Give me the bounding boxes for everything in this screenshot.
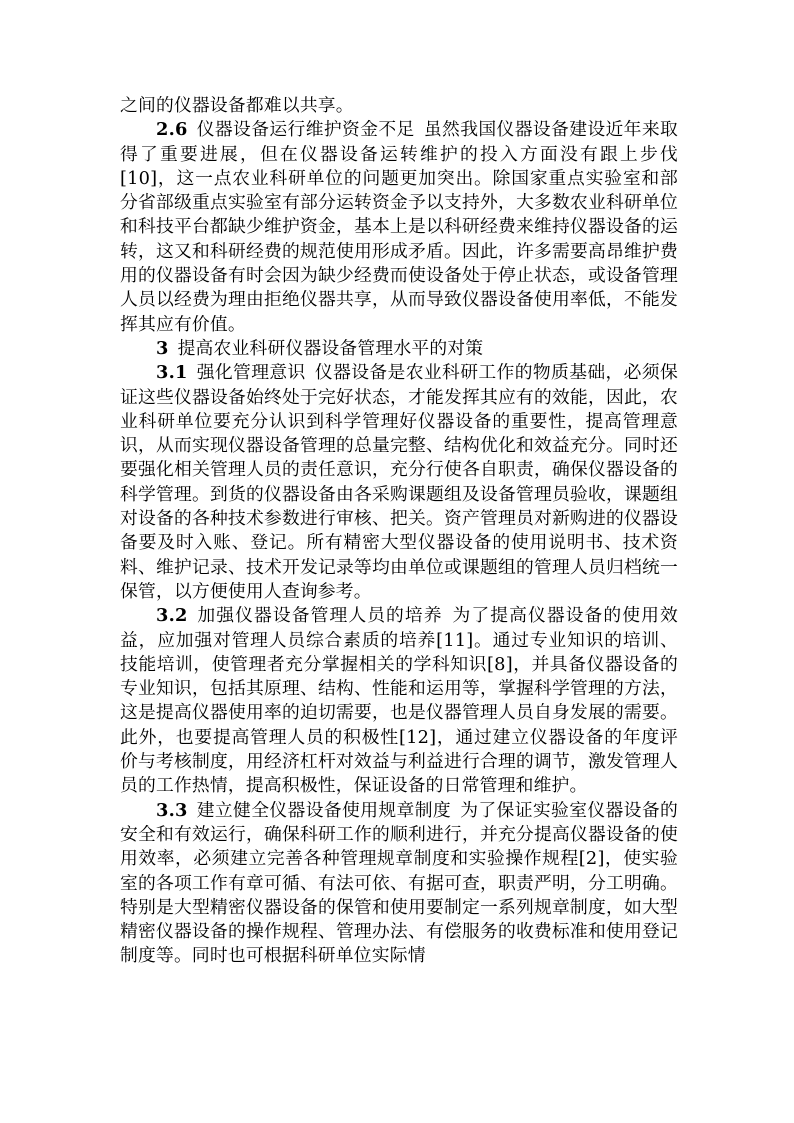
paragraph-text: 为了提高仪器设备的使用效益，应加强对管理人员综合素质的培养[11]。通过专业知识的培训、技能培训，使管理者充分掌握相关的学科知识[8]，并具备仪器设备的专业知识，包括其原理、结构、性能和运用等，掌握科学管理的方法，这是提高仪器使用率的迫切需要，也是仪器管理人员自身发展的需要。此外，也要提高管理人员的积极性[12]，通过建立仪器设备的年度评价与考核制度，用经济杠杆对效益与利益进行合理的调节，激发管理人员的工作热情，提高积极性，保证设备的日常管理和维护。: [120, 605, 678, 797]
paragraph-text: 虽然我国仪器设备建设近年来取得了重要进展，但在仪器设备运转维护的投入方面没有跟上步伐[10]，这一点农业科研单位的问题更加突出。除国家重点实验室和部分省部级重点实验室有部分运转资金予以支持外，大多数农业科研单位和科技平台都缺少维护资金，基本上是以科研经费来维持仪器设备的运转，这又和科研经费的规范使用形成矛盾。因此，许多需要高昂维护费用的仪器设备有时会因为缺少经费而使设备处于停止状态，或设备管理人员以经费为理由拒绝仪器共享，从而导致仪器设备使用率低，不能发挥其应有价值。: [120, 119, 678, 335]
paragraph-text: 之间的仪器设备都难以共享。: [120, 95, 354, 116]
section-2-6: [120, 118, 678, 337]
section-heading: 加强仪器设备管理人员的培养: [196, 605, 443, 627]
document-page: [120, 94, 678, 969]
section-number: 3.2: [156, 605, 188, 627]
section-3: [120, 337, 678, 361]
section-heading: 强化管理意识: [196, 362, 306, 384]
section-3-3: [120, 799, 678, 969]
paragraph-continuation: [120, 94, 678, 118]
paragraph-text: 仪器设备是农业科研工作的物质基础，必须保证这些仪器设备始终处于完好状态，才能发挥其应有的效能，因此，农业科研单位要充分认识到科学管理好仪器设备的重要性，提高管理意识，从而实现仪器设备管理的总量完整、结构优化和效益充分。同时还要强化相关管理人员的责任意识，充分行使各自职责，确保仪器设备的科学管理。到货的仪器设备由各采购课题组及设备管理员验收，课题组对设备的各种技术参数进行审核、把关。资产管理员对新购进的仪器设备要及时入账、登记。所有精密大型仪器设备的使用说明书、技术资料、维护记录、技术开发记录等均由单位或课题组的管理人员归档统一保管，以方便使用人查询参考。: [120, 362, 678, 602]
section-number: 3: [156, 337, 169, 359]
section-number: 3.3: [156, 799, 188, 821]
section-number: 2.6: [156, 119, 188, 141]
section-heading: 仪器设备运行维护资金不足: [196, 119, 415, 141]
section-3-1: [120, 361, 678, 604]
section-3-2: [120, 604, 678, 798]
paragraph-text: 为了保证实验室仪器设备的安全和有效运行，确保科研工作的顺利进行，并充分提高仪器设备的使用效率，必须建立完善各种管理规章制度和实验操作规程[2]，使实验室的各项工作有章可循、有法可依、有据可查，职责严明，分工明确。特别是大型精密仪器设备的保管和使用要制定一系列规章制度，如大型精密仪器设备的操作规程、管理办法、有偿服务的收费标准和使用登记制度等。同时也可根据科研单位实际情: [120, 799, 678, 967]
section-heading: 建立健全仪器设备使用规章制度: [196, 799, 452, 821]
section-number: 3.1: [156, 362, 188, 384]
section-heading: 提高农业科研仪器设备管理水平的对策: [177, 337, 484, 359]
